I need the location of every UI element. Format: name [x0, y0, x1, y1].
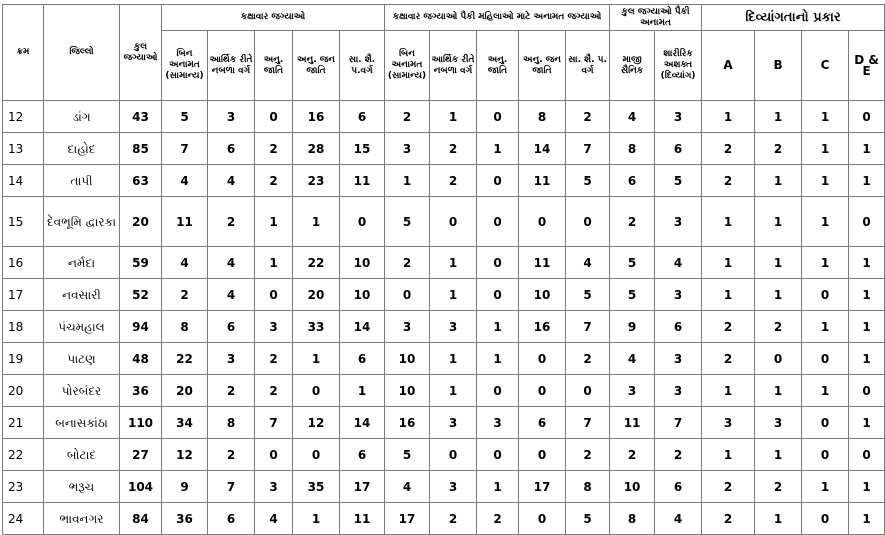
serial-cell: 17 — [3, 279, 44, 311]
value-cell: 34 — [162, 407, 208, 439]
table-row — [3, 375, 885, 407]
value-cell: 1 — [430, 343, 477, 375]
value-cell: 1 — [702, 247, 755, 279]
value-cell: 8 — [208, 407, 255, 439]
header-general: બિન અનામત (સામાન્ય) — [162, 31, 208, 101]
value-cell: 28 — [293, 133, 340, 165]
value-cell: 1 — [340, 375, 385, 407]
value-cell: 1 — [755, 279, 802, 311]
value-cell: 10 — [340, 247, 385, 279]
value-cell: 1 — [255, 247, 293, 279]
value-cell: 2 — [702, 471, 755, 503]
value-cell: 5 — [566, 165, 610, 197]
value-cell: 0 — [477, 439, 519, 471]
value-cell: 1 — [849, 503, 885, 535]
total-cell: 59 — [120, 247, 162, 279]
value-cell: 3 — [655, 279, 702, 311]
serial-cell: 18 — [3, 311, 44, 343]
value-cell: 1 — [849, 133, 885, 165]
value-cell: 6 — [208, 133, 255, 165]
value-cell: 4 — [655, 503, 702, 535]
value-cell: 5 — [385, 197, 430, 247]
value-cell: 2 — [430, 165, 477, 197]
value-cell: 1 — [702, 439, 755, 471]
district-cell: ડાંગ — [44, 101, 120, 133]
value-cell: 4 — [610, 101, 655, 133]
value-cell: 1 — [849, 407, 885, 439]
value-cell: 2 — [566, 439, 610, 471]
value-cell: 2 — [702, 165, 755, 197]
value-cell: 0 — [849, 439, 885, 471]
serial-cell: 15 — [3, 197, 44, 247]
value-cell: 3 — [610, 375, 655, 407]
value-cell: 2 — [610, 439, 655, 471]
value-cell: 12 — [293, 407, 340, 439]
value-cell: 3 — [755, 407, 802, 439]
value-cell: 35 — [293, 471, 340, 503]
value-cell: 6 — [610, 165, 655, 197]
value-cell: 1 — [477, 471, 519, 503]
value-cell: 3 — [477, 407, 519, 439]
value-cell: 6 — [655, 133, 702, 165]
value-cell: 11 — [519, 247, 566, 279]
value-cell: 1 — [477, 133, 519, 165]
value-cell: 23 — [293, 165, 340, 197]
district-cell: દાહોદ — [44, 133, 120, 165]
value-cell: 1 — [702, 197, 755, 247]
value-cell: 0 — [255, 101, 293, 133]
header-category-group: કક્ષાવાર જગ્યાઓ — [162, 5, 385, 31]
district-cell: બોટાદ — [44, 439, 120, 471]
value-cell: 1 — [802, 471, 849, 503]
value-cell: 1 — [755, 101, 802, 133]
value-cell: 2 — [477, 503, 519, 535]
value-cell: 6 — [519, 407, 566, 439]
value-cell: 14 — [340, 311, 385, 343]
header-type-c: C — [802, 31, 849, 101]
value-cell: 4 — [162, 165, 208, 197]
value-cell: 2 — [702, 133, 755, 165]
value-cell: 1 — [849, 247, 885, 279]
value-cell: 3 — [385, 133, 430, 165]
value-cell: 6 — [340, 343, 385, 375]
header-reserved-group: કુલ જગ્યાઓ પૈકી અનામત — [610, 5, 702, 31]
value-cell: 1 — [802, 247, 849, 279]
value-cell: 4 — [255, 503, 293, 535]
value-cell: 2 — [385, 247, 430, 279]
table-row — [3, 439, 885, 471]
value-cell: 11 — [519, 165, 566, 197]
value-cell: 2 — [255, 343, 293, 375]
value-cell: 0 — [477, 101, 519, 133]
value-cell: 2 — [430, 503, 477, 535]
value-cell: 0 — [519, 375, 566, 407]
value-cell: 0 — [519, 343, 566, 375]
value-cell: 3 — [430, 311, 477, 343]
district-cell: નર્મદા — [44, 247, 120, 279]
value-cell: 17 — [385, 503, 430, 535]
value-cell: 6 — [208, 311, 255, 343]
value-cell: 7 — [208, 471, 255, 503]
value-cell: 0 — [255, 439, 293, 471]
value-cell: 1 — [849, 311, 885, 343]
value-cell: 1 — [802, 311, 849, 343]
value-cell: 2 — [702, 503, 755, 535]
district-cell: પોરબંદર — [44, 375, 120, 407]
serial-cell: 13 — [3, 133, 44, 165]
serial-cell: 22 — [3, 439, 44, 471]
header-ex-serviceman: માજી સૈનિક — [610, 31, 655, 101]
value-cell: 3 — [385, 311, 430, 343]
total-cell: 110 — [120, 407, 162, 439]
value-cell: 3 — [430, 471, 477, 503]
district-cell: ભાવનગર — [44, 503, 120, 535]
value-cell: 1 — [849, 165, 885, 197]
value-cell: 1 — [430, 247, 477, 279]
value-cell: 0 — [477, 279, 519, 311]
header-type-de: D & E — [849, 31, 885, 101]
total-cell: 48 — [120, 343, 162, 375]
value-cell: 5 — [162, 101, 208, 133]
value-cell: 36 — [162, 503, 208, 535]
value-cell: 11 — [162, 197, 208, 247]
table-row — [3, 101, 885, 133]
value-cell: 6 — [655, 311, 702, 343]
total-cell: 104 — [120, 471, 162, 503]
value-cell: 0 — [802, 439, 849, 471]
value-cell: 0 — [293, 439, 340, 471]
value-cell: 2 — [255, 133, 293, 165]
value-cell: 0 — [802, 279, 849, 311]
value-cell: 0 — [477, 247, 519, 279]
value-cell: 3 — [208, 101, 255, 133]
value-cell: 1 — [430, 375, 477, 407]
value-cell: 16 — [385, 407, 430, 439]
header-women-sc: અનુ. જાતિ — [477, 31, 519, 101]
header-st: અનુ. જન જાતિ — [293, 31, 340, 101]
value-cell: 3 — [655, 343, 702, 375]
value-cell: 1 — [802, 133, 849, 165]
value-cell: 10 — [385, 343, 430, 375]
value-cell: 4 — [208, 165, 255, 197]
value-cell: 1 — [430, 101, 477, 133]
total-cell: 94 — [120, 311, 162, 343]
value-cell: 2 — [655, 439, 702, 471]
table-row — [3, 279, 885, 311]
value-cell: 3 — [655, 375, 702, 407]
value-cell: 2 — [208, 375, 255, 407]
value-cell: 0 — [477, 165, 519, 197]
header-serial: ક્રમ — [3, 5, 44, 101]
header-district: જિલ્લો — [44, 5, 120, 101]
value-cell: 0 — [802, 503, 849, 535]
value-cell: 2 — [755, 311, 802, 343]
district-cell: પંચમહાલ — [44, 311, 120, 343]
value-cell: 1 — [755, 247, 802, 279]
value-cell: 1 — [802, 101, 849, 133]
table-row — [3, 471, 885, 503]
total-cell: 52 — [120, 279, 162, 311]
total-cell: 27 — [120, 439, 162, 471]
value-cell: 3 — [655, 101, 702, 133]
value-cell: 8 — [519, 101, 566, 133]
value-cell: 11 — [610, 407, 655, 439]
value-cell: 14 — [519, 133, 566, 165]
table-body — [3, 101, 885, 535]
value-cell: 0 — [340, 197, 385, 247]
serial-cell: 14 — [3, 165, 44, 197]
header-total-posts: કુલ જગ્યાઓ — [120, 5, 162, 101]
header-women-sebc: સા. શૈ. પ. વર્ગ — [566, 31, 610, 101]
value-cell: 1 — [755, 375, 802, 407]
value-cell: 2 — [208, 197, 255, 247]
value-cell: 5 — [655, 165, 702, 197]
value-cell: 0 — [566, 375, 610, 407]
value-cell: 20 — [162, 375, 208, 407]
header-women-general: બિન અનામત (સામાન્ય) — [385, 31, 430, 101]
serial-cell: 21 — [3, 407, 44, 439]
district-cell: દેવભૂમિ દ્વારકા — [44, 197, 120, 247]
value-cell: 17 — [340, 471, 385, 503]
value-cell: 4 — [162, 247, 208, 279]
value-cell: 15 — [340, 133, 385, 165]
value-cell: 11 — [340, 503, 385, 535]
value-cell: 1 — [849, 471, 885, 503]
value-cell: 10 — [385, 375, 430, 407]
value-cell: 1 — [755, 197, 802, 247]
value-cell: 2 — [162, 279, 208, 311]
header-women-ews: આર્થિક રીતે નબળા વર્ગ — [430, 31, 477, 101]
value-cell: 10 — [519, 279, 566, 311]
value-cell: 0 — [755, 343, 802, 375]
value-cell: 3 — [255, 311, 293, 343]
value-cell: 1 — [802, 197, 849, 247]
value-cell: 10 — [610, 471, 655, 503]
value-cell: 7 — [655, 407, 702, 439]
value-cell: 3 — [255, 471, 293, 503]
value-cell: 14 — [340, 407, 385, 439]
value-cell: 1 — [477, 343, 519, 375]
table-row — [3, 165, 885, 197]
value-cell: 1 — [477, 311, 519, 343]
value-cell: 4 — [385, 471, 430, 503]
value-cell: 1 — [293, 503, 340, 535]
value-cell: 8 — [610, 133, 655, 165]
serial-cell: 24 — [3, 503, 44, 535]
value-cell: 2 — [255, 165, 293, 197]
value-cell: 1 — [702, 375, 755, 407]
value-cell: 9 — [162, 471, 208, 503]
value-cell: 8 — [162, 311, 208, 343]
header-type-a: A — [702, 31, 755, 101]
table-row — [3, 133, 885, 165]
table-row — [3, 247, 885, 279]
table-row — [3, 503, 885, 535]
value-cell: 0 — [849, 197, 885, 247]
value-cell: 2 — [755, 471, 802, 503]
value-cell: 7 — [566, 133, 610, 165]
value-cell: 1 — [802, 165, 849, 197]
value-cell: 7 — [566, 311, 610, 343]
value-cell: 11 — [340, 165, 385, 197]
value-cell: 0 — [802, 343, 849, 375]
value-cell: 2 — [208, 439, 255, 471]
value-cell: 2 — [755, 133, 802, 165]
value-cell: 1 — [293, 343, 340, 375]
total-cell: 63 — [120, 165, 162, 197]
value-cell: 3 — [655, 197, 702, 247]
district-cell: પાટણ — [44, 343, 120, 375]
header-type-b: B — [755, 31, 802, 101]
value-cell: 4 — [208, 279, 255, 311]
value-cell: 0 — [566, 197, 610, 247]
value-cell: 8 — [566, 471, 610, 503]
serial-cell: 23 — [3, 471, 44, 503]
value-cell: 1 — [755, 503, 802, 535]
value-cell: 1 — [430, 279, 477, 311]
value-cell: 1 — [255, 197, 293, 247]
value-cell: 0 — [519, 439, 566, 471]
value-cell: 12 — [162, 439, 208, 471]
value-cell: 2 — [702, 311, 755, 343]
value-cell: 0 — [477, 375, 519, 407]
value-cell: 4 — [610, 343, 655, 375]
value-cell: 3 — [430, 407, 477, 439]
value-cell: 4 — [655, 247, 702, 279]
value-cell: 2 — [566, 343, 610, 375]
value-cell: 2 — [566, 101, 610, 133]
value-cell: 5 — [610, 279, 655, 311]
value-cell: 2 — [610, 197, 655, 247]
value-cell: 0 — [519, 197, 566, 247]
value-cell: 2 — [385, 101, 430, 133]
value-cell: 1 — [849, 279, 885, 311]
header-women-st: અનુ. જન જાતિ — [519, 31, 566, 101]
header-disability-group: દિવ્યાંગતાનો પ્રકાર — [702, 5, 885, 31]
total-cell: 20 — [120, 197, 162, 247]
value-cell: 1 — [702, 279, 755, 311]
value-cell: 7 — [255, 407, 293, 439]
value-cell: 0 — [849, 101, 885, 133]
value-cell: 2 — [702, 343, 755, 375]
value-cell: 6 — [340, 439, 385, 471]
value-cell: 0 — [477, 197, 519, 247]
value-cell: 7 — [162, 133, 208, 165]
value-cell: 4 — [566, 247, 610, 279]
value-cell: 9 — [610, 311, 655, 343]
serial-cell: 20 — [3, 375, 44, 407]
value-cell: 0 — [849, 375, 885, 407]
value-cell: 17 — [519, 471, 566, 503]
value-cell: 1 — [849, 343, 885, 375]
value-cell: 1 — [385, 165, 430, 197]
district-cell: તાપી — [44, 165, 120, 197]
value-cell: 5 — [566, 503, 610, 535]
value-cell: 16 — [293, 101, 340, 133]
recruitment-table — [2, 4, 885, 535]
value-cell: 8 — [610, 503, 655, 535]
value-cell: 1 — [755, 439, 802, 471]
value-cell: 20 — [293, 279, 340, 311]
value-cell: 0 — [430, 197, 477, 247]
value-cell: 0 — [293, 375, 340, 407]
value-cell: 2 — [255, 375, 293, 407]
table-row — [3, 407, 885, 439]
value-cell: 22 — [293, 247, 340, 279]
header-ews: આર્થિક રીતે નબળા વર્ગ — [208, 31, 255, 101]
value-cell: 3 — [702, 407, 755, 439]
total-cell: 36 — [120, 375, 162, 407]
value-cell: 1 — [293, 197, 340, 247]
value-cell: 1 — [802, 375, 849, 407]
district-cell: નવસારી — [44, 279, 120, 311]
value-cell: 6 — [655, 471, 702, 503]
value-cell: 0 — [255, 279, 293, 311]
total-cell: 85 — [120, 133, 162, 165]
value-cell: 3 — [208, 343, 255, 375]
value-cell: 0 — [802, 407, 849, 439]
value-cell: 4 — [208, 247, 255, 279]
total-cell: 43 — [120, 101, 162, 133]
value-cell: 0 — [430, 439, 477, 471]
value-cell: 33 — [293, 311, 340, 343]
value-cell: 2 — [430, 133, 477, 165]
serial-cell: 12 — [3, 101, 44, 133]
value-cell: 0 — [385, 279, 430, 311]
value-cell: 10 — [340, 279, 385, 311]
value-cell: 5 — [610, 247, 655, 279]
value-cell: 1 — [702, 101, 755, 133]
value-cell: 5 — [566, 279, 610, 311]
value-cell: 6 — [208, 503, 255, 535]
header-women-group: કક્ષાવાર જગ્યાઓ પૈકી મહિલાઓ માટે અનામત જગ્યાઓ — [385, 5, 610, 31]
table-row — [3, 343, 885, 375]
value-cell: 7 — [566, 407, 610, 439]
district-cell: બનાસકાંઠા — [44, 407, 120, 439]
header-sebc: સા. શૈ. પ.વર્ગ — [340, 31, 385, 101]
value-cell: 6 — [340, 101, 385, 133]
value-cell: 16 — [519, 311, 566, 343]
header-disabled: શારીરિક અશક્ત (દિવ્યાંગ) — [655, 31, 702, 101]
value-cell: 5 — [385, 439, 430, 471]
total-cell: 84 — [120, 503, 162, 535]
serial-cell: 19 — [3, 343, 44, 375]
value-cell: 22 — [162, 343, 208, 375]
district-cell: ભરૂચ — [44, 471, 120, 503]
header-sc: અનુ. જાતિ — [255, 31, 293, 101]
table-row — [3, 197, 885, 247]
serial-cell: 16 — [3, 247, 44, 279]
value-cell: 0 — [519, 503, 566, 535]
table-row — [3, 311, 885, 343]
value-cell: 1 — [755, 165, 802, 197]
